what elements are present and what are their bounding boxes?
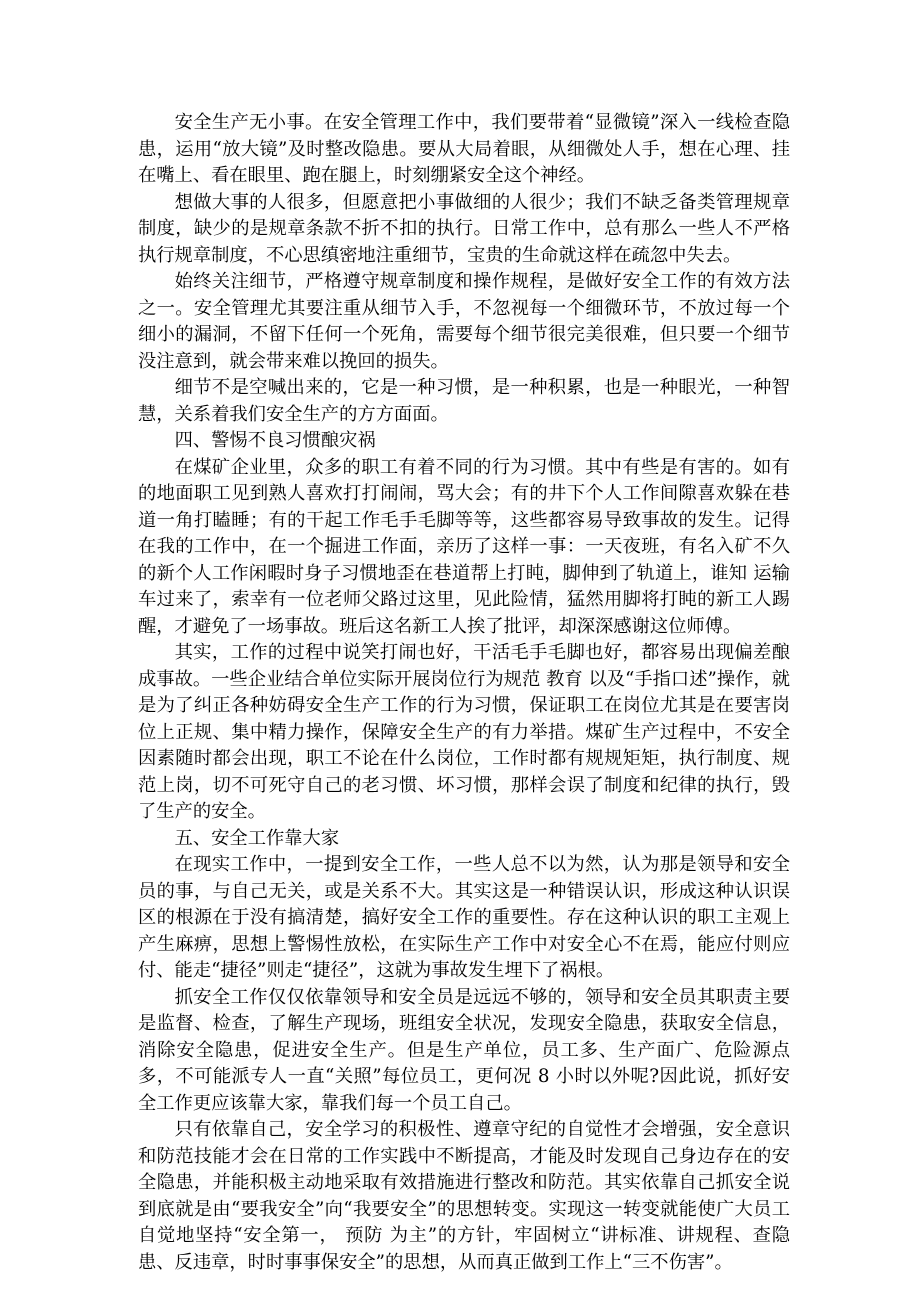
document-body	[138, 110, 790, 1276]
paragraph: 其实，工作的过程中说笑打闹也好，干活毛手毛脚也好，都容易出现偏差酿成事故。一些企业结合单位实际开展岗位行为规范 教育 以及“手指口述”操作，就是为了纠正各种妨碍安全生产工作的行为习惯，保证职工在岗位尤其是在要害岗位上正规、集中精力操作，保障安全生产的有力举措。煤矿生产过程中，不安全因素随时都会出现，职工不论在什么岗位，工作时都有规规矩矩，执行制度、规范上岗，切不可死守自己的老习惯、坏习惯，那样会误了制度和纪律的执行，毁了生产的安全。	[138, 642, 790, 822]
section-heading: 四、警惕不良习惯酿灾祸	[174, 430, 376, 451]
paragraph: 细节不是空喊出来的，它是一种习惯，是一种积累，也是一种眼光，一种智慧，关系着我们安全生产的方方面面。	[138, 377, 790, 425]
paragraph: 在煤矿企业里，众多的职工有着不同的行为习惯。其中有些是有害的。如有的地面职工见到熟人喜欢打打闹闹，骂大会；有的井下个人工作间隙喜欢躲在巷道一角打瞌睡；有的干起工作毛手毛脚等等，这些都容易导致事故的发生。记得在我的工作中，在一个掘进工作面，亲历了这样一事：一天夜班，有名入矿不久的新个人工作闲暇时身子习惯地歪在巷道帮上打盹，脚伸到了轨道上，谁知 运输 车过来了，索幸有一位老师父路过这里，见此险情，猛然用脚将打盹的新工人踢醒，才避免了一场事故。班后这名新工人挨了批评，却深深感谢这位师傅。	[138, 456, 790, 637]
paragraph: 想做大事的人很多，但愿意把小事做细的人很少；我们不缺乏备类管理规章制度，缺少的是规章条款不折不扣的执行。日常工作中，总有那么一些人不严格执行规章制度，不心思缜密地注重细节，宝贵的生命就这样在疏忽中失去。	[138, 191, 790, 266]
paragraph: 在现实工作中，一提到安全工作，一些人总不以为然，认为那是领导和安全员的事，与自己无关，或是关系不大。其实这是一种错误认识，形成这种认识误区的根源在于没有搞清楚，搞好安全工作的重要性。存在这种认识的职工主观上产生麻痹，思想上警惕性放松，在实际生产工作中对安全心不在焉，能应付则应付、能走“捷径”则走“捷径”，这就为事故发生埋下了祸根。	[138, 854, 790, 981]
section-heading: 五、安全工作靠大家	[174, 827, 340, 849]
paragraph: 始终关注细节，严格遵守规章制度和操作规程，是做好安全工作的有效方法之一。安全管理尤其要注重从细节入手，不忽视每一个细微环节，不放过每一个细小的漏洞，不留下任何一个死角，需要每个细节很完美很难，但只要一个细节没注意到，就会带来难以挽回的损失。	[138, 271, 790, 372]
paragraph: 只有依靠自己，安全学习的积极性、遵章守纪的自觉性才会增强，安全意识和防范技能才会在日常的工作实践中不断提高，才能及时发现自己身边存在的安全隐患，并能积极主动地采取有效措施进行整改和防范。其实依靠自己抓安全说到底就是由“要我安全”向“我要安全”的思想转变。实现这一转变就能使广大员工自觉地坚持“安全第一， 预防 为主”的方针，牢固树立“讲标准、讲规程、查隐患、反违章，时时事事保安全”的思想，从而真正做到工作上“三不伤害”。	[138, 1119, 790, 1273]
paragraph: 抓安全工作仅仅依靠领导和安全员是远远不够的，领导和安全员其职责主要是监督、检查，了解生产现场，班组安全状况，发现安全隐患，获取安全信息，消除安全隐患，促进安全生产。但是生产单位，员工多、生产面广、危险源点多，不可能派专人一直“关照”每位员工，更何况 8 小时以外呢?因此说，抓好安全工作更应该靠大家，靠我们每一个员工自己。	[138, 986, 790, 1114]
paragraph: 安全生产无小事。在安全管理工作中，我们要带着“显微镜”深入一线检查隐患，运用“放大镜”及时整改隐患。要从大局着眼，从细微处人手，想在心理、挂在嘴上、看在眼里、跑在腿上，时刻绷紧安全这个神经。	[138, 112, 790, 186]
